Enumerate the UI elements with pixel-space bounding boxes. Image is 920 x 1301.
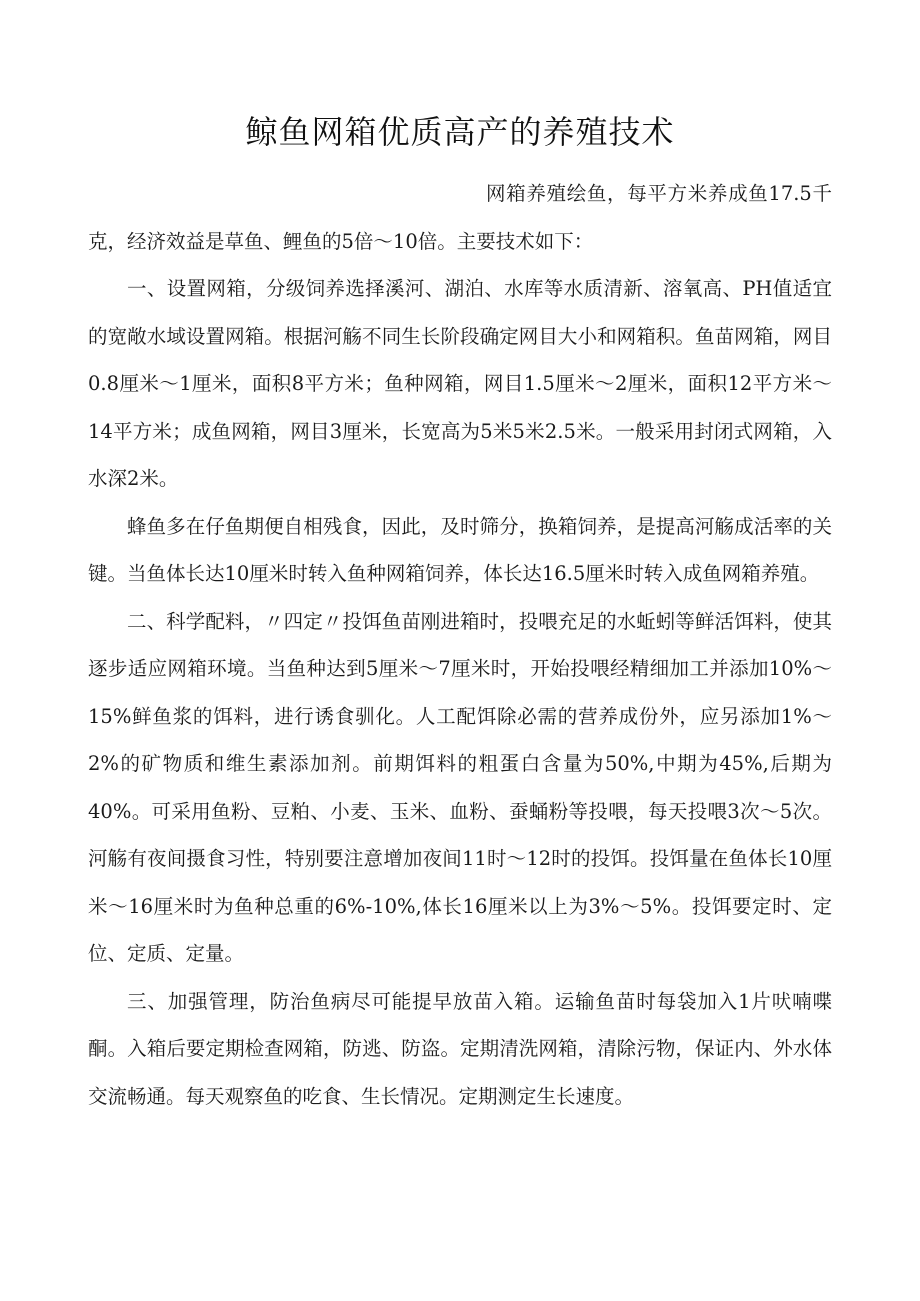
paragraph-feeding: 二、科学配料，〃四定〃投饵鱼苗刚进箱时，投喂充足的水蚯蚓等鲜活饵料，使其逐步适应网箱环境。当鱼种达到5厘米～7厘米时，开始投喂经精细加工并添加10%～15%鲜鱼浆的饵料，进行诱食驯化。人工配饵除必需的营养成份外，应另添加1%～2%的矿物质和维生素添加剂。前期饵料的粗蛋白含量为50%,中期为45%,后期为40%。可采用鱼粉、豆粕、小麦、玉米、血粉、蚕蛹粉等投喂，每天投喂3次～5次。河觞有夜间摄食习性，特别要注意增加夜间11时～12时的投饵。投饵量在鱼体长10厘米～16厘米时为鱼种总重的6%-10%,体长16厘米以上为3%～5%。投饵要定时、定位、定质、定量。 [88,609,832,965]
paragraph-intro: 网箱养殖绘鱼，每平方米养成鱼17.5千克，经济效益是草鱼、鲤鱼的5倍～10倍。主要技术如下： [88,182,832,253]
document-body [88,170,832,1120]
paragraph-grading: 蜂鱼多在仔鱼期便自相残食，因此，及时筛分，换箱饲养，是提高河觞成活率的关键。当鱼体长达10厘米时转入鱼种网箱饲养，体长达16.5厘米时转入成鱼网箱养殖。 [88,514,832,585]
document-title: 鲸鱼网箱优质高产的养殖技术 [245,113,675,151]
paragraph-management: 三、加强管理，防治鱼病尽可能提早放苗入箱。运输鱼苗时每袋加入1片吠喃喋酮。入箱后要定期检查网箱，防逃、防盗。定期清洗网箱，清除污物，保证内、外水体交流畅通。每天观察鱼的吃食、生长情况。定期测定生长速度。 [88,989,832,1108]
paragraph-net-setup: 一、设置网箱，分级饲养选择溪河、湖泊、水库等水质清新、溶氧高、PH值适宜的宽敞水域设置网箱。根据河觞不同生长阶段确定网目大小和网箱积。鱼苗网箱，网目0.8厘米～1厘米，面积8平方米；鱼种网箱，网目1.5厘米～2厘米，面积12平方米～14平方米；成鱼网箱，网目3厘米，长宽高为5米5米2.5米。一般采用封闭式网箱，入水深2米。 [88,277,832,490]
